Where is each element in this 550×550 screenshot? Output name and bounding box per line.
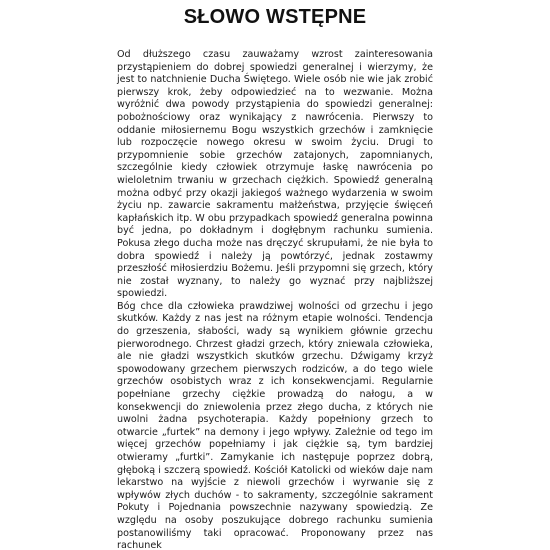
document-body: [117, 49, 433, 550]
page-title: SŁOWO WSTĘPNE: [183, 6, 367, 28]
paragraph: Od dłuższego czasu zauważamy wzrost zainteresowania przystąpieniem do dobrej spowiedzi generalnej i wierzymy, że jest to natchnienie Ducha Świętego. Wiele osób nie wie jak zrobić pierwszy krok, żeby odpowiedzieć na to wezwanie. Można wyróżnić dwa powody przystąpienia do spowiedzi generalnej: pobożnościowy oraz wynikający z nawrócenia. Pierwszy to oddanie miłosiernemu Bogu wszystkich grzechów i zamknięcie lub rozpoczęcie nowego okresu w swoim życiu. Drugi to przypomnienie sobie grzechów zatajonych, zapomnianych, szczególnie kiedy człowiek otrzymuje łaskę nawrócenia po wieloletnim trwaniu w grzechach ciężkich. Spowiedź generalną można odbyć przy okazji jakiegoś ważnego wydarzenia w swoim życiu np. zawarcie sakramentu małżeństwa, przyjęcie święceń kapłańskich itp. W obu przypadkach spowiedź generalna powinna być jedna, po dokładnym i dogłębnym rachunku sumienia. Pokusa złego ducha może nas dręczyć skrupułami, że nie była to dobra spowiedź i należy ją powtórzyć, jednak zostawmy przeszłość miłosierdziu Bożemu. Jeśli przypomni się grzech, który nie został wyznany, to należy go wyznać przy najbliższej spowiedzi.: [117, 49, 433, 300]
paragraph: Bóg chce dla człowieka prawdziwej wolności od grzechu i jego skutków. Każdy z nas jest na różnym etapie wolności. Tendencja do grzeszenia, słabości, wady są wynikiem głównie grzechu pierworodnego. Chrzest gładzi grzech, który zniewala człowieka, ale nie gładzi wszystkich skutków grzechu. Dźwigamy krzyż spowodowany grzechem pierwszych rodziców, a do tego wiele grzechów osobistych wraz z ich konsekwencjami. Regularnie popełniane grzechy ciężkie prowadzą do nałogu, a w konsekwencji do zniewolenia przez złego ducha, z których nie uwolni żadna psychoterapia. Każdy popełniony grzech to otwarcie „furtek” na demony i jego wpływy. Zależnie od tego im więcej grzechów popełniamy i jak ciężkie są, tym bardziej otwieramy „furtki”. Zamykanie ich następuje poprzez dobrą, głęboką i szczerą spowiedź. Kościół Katolicki od wieków daje nam lekarstwo na wyjście z niewoli grzechów i wyrwanie się z wpływów złych duchów - to sakramenty, szczególnie sakrament Pokuty i Pojednania powszechnie nazywany spowiedzią. Ze względu na osoby poszukujące dobrego rachunku sumienia postanowiliśmy taki opracować. Proponowany przez nas rachunek: [117, 300, 433, 550]
